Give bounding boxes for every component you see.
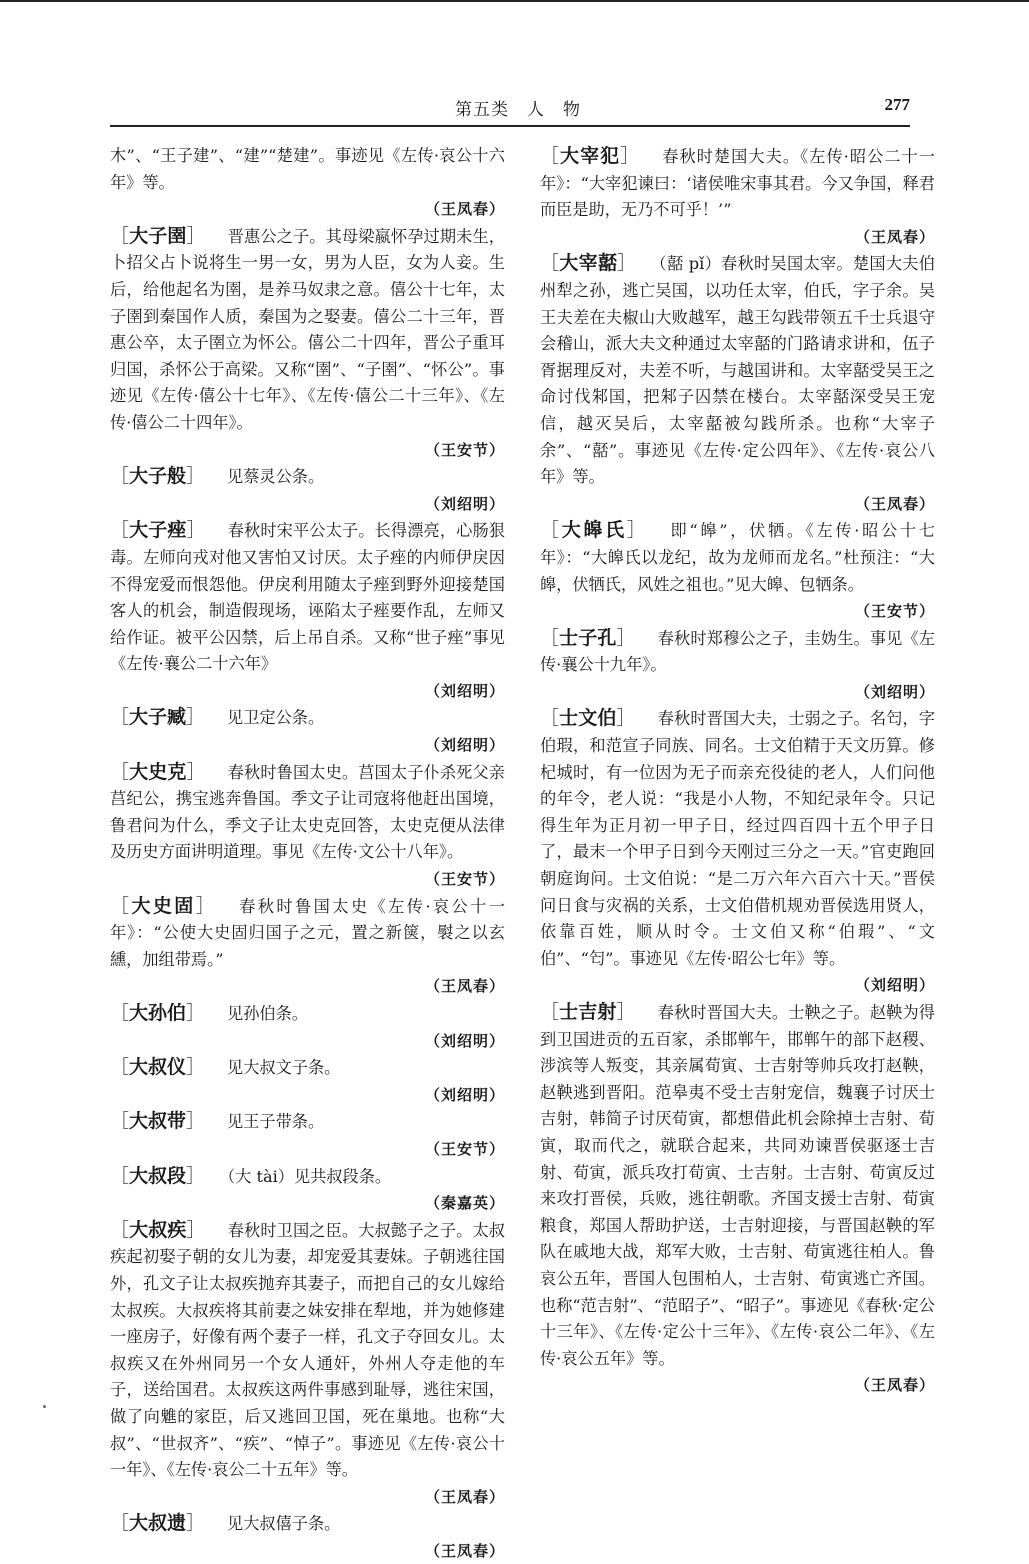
entry-text: 即“皞”，伏牺。《左传·昭公十七年》：“大皞氏以龙纪，故为龙师而龙名。”杜预注：“大皞，伏牺氏，风姓之祖也。”见大皞、包牺条。 — [540, 521, 935, 594]
dictionary-entry — [110, 759, 505, 893]
dictionary-entry — [110, 1054, 505, 1108]
entry-author: （刘绍明） — [854, 976, 935, 995]
entry-headword: ［士子孔］ — [540, 626, 636, 649]
dictionary-entry — [540, 250, 935, 517]
entry-author: （王安节） — [424, 440, 505, 459]
entry-author: （王凤春） — [854, 1376, 935, 1395]
entry-headword: ［大叔带］ — [110, 1110, 206, 1133]
entry-text: 木”、“王子建”、“建”“楚建”。事迹见《左传·哀公十六年》等。 — [110, 146, 505, 192]
dictionary-entry — [110, 143, 505, 223]
entry-author: （王安节） — [854, 602, 935, 621]
dictionary-entry — [110, 223, 505, 463]
entry-headword: ［大子般］ — [110, 465, 206, 488]
entry-text: （嚭 pǐ）春秋时吴国太宰。楚国大夫伯州犁之孙，逃亡吴国，以功任太宰，伯氏，字子余。吴王夫差在夫椒山大败越军，越王勾践带领五千士兵退守会稽山，派大夫文种通过太宰嚭的门路请求讲和，伍子胥据理反对，夫差不听，与越国讲和。太宰嚭受吴王之命讨伐邾国，把邾子囚禁在楼台。太宰嚭深受吴王宠信，越灭吴后，太宰嚭被勾践所杀。也称“大宰子余”、“嚭”。事迹见《左传·定公四年》、《左传·哀公八年》等。 — [540, 254, 935, 487]
dictionary-entry — [110, 463, 505, 517]
dictionary-entry — [110, 1510, 505, 1564]
entry-author: （王凤春） — [424, 200, 505, 219]
dictionary-entry — [110, 1000, 505, 1054]
entry-author: （刘绍明） — [424, 736, 505, 755]
entry-author: （王凤春） — [854, 227, 935, 246]
entry-headword: ［士文伯］ — [540, 707, 636, 730]
dictionary-entry — [540, 705, 935, 999]
entry-headword: ［大叔遗］ — [110, 1512, 206, 1535]
section-title: 第五类 人 物 — [455, 100, 581, 120]
entry-headword: ［大孙伯］ — [110, 1002, 206, 1024]
entry-text: 见孙伯条。 — [227, 1004, 308, 1023]
entry-text: 春秋时卫国之臣。大叔懿子之子。太叔疾起初娶子朝的女儿为妻，却宠爱其妻妹。子朝逃往国外，孔文子让太叔疾抛弃其妻子，而把自己的女儿嫁给太叔疾。大叔疾将其前妻之妹安排在犁地，并为她修建一座房子，好像有两个妻子一样，孔文子夺回女儿。太叔疾又在外州同另一个女人通奸，外州人夺走他的车子，送给国君。太叔疾这两件事感到耻辱，逃往宋国，做了向魋的家臣，后又逃回卫国，死在巢地。也称“大叔”、“世叔齐”、“疾”、“悼子”。事迹见《左传·哀公十一年》、《左传·哀公二十五年》等。 — [110, 1220, 505, 1480]
entry-text: 见卫定公条。 — [227, 708, 325, 728]
entry-text: 春秋时晋国大夫。士鞅之子。赵鞅为得到卫国进贡的五百家，杀邯郸午，邯郸午的部下赵稷、涉滨等人叛变，其亲属荀寅、士吉射等帅兵攻打赵鞅，赵鞅逃到晋阳。范皋夷不受士吉射宠信，魏襄子讨厌士吉射，韩简子讨厌荀寅，都想借此机会除掉士吉射、荀寅，取而代之，就联合起来，共同劝谏晋侯驱逐士吉射、荀寅，派兵攻打荀寅、士吉射。士吉射、荀寅反过来攻打晋侯，兵败，逃往朝歌。齐国支援士吉射、荀寅粮食，郑国人帮助护送，士吉射迎接，与晋国赵鞅的军队在戚地大战，郑军大败，士吉射、荀寅逃往柏人。鲁哀公五年，晋国人包围柏人，士吉射、荀寅逃亡齐国。也称“范吉射”、“范昭子”、“昭子”。事迹见《春秋·定公十三年》、《左传·定公十三年》、《左传·哀公二年》、《左传·哀公五年》等。 — [540, 1003, 935, 1368]
entry-headword: ［士吉射］ — [540, 1001, 636, 1023]
page-number: 277 — [884, 95, 910, 114]
running-header — [110, 95, 910, 125]
entry-text: 见蔡灵公条。 — [227, 467, 325, 487]
dictionary-entry — [110, 517, 505, 704]
entry-author: （刘绍明） — [424, 1085, 505, 1104]
entry-author: （刘绍明） — [854, 682, 935, 701]
entry-headword: ［大皞氏］ — [540, 519, 649, 542]
entry-author: （刘绍明） — [424, 681, 505, 700]
dictionary-entry — [110, 1163, 505, 1217]
entry-text: 春秋时郑穆公之子，圭妫生。事见《左传·襄公十九年》。 — [540, 628, 935, 675]
left-column — [110, 143, 505, 1564]
entry-headword: ［大子臧］ — [110, 706, 206, 729]
right-column — [540, 143, 935, 1399]
entry-text: （大 tài）见共叔段条。 — [227, 1166, 392, 1186]
dictionary-entry — [110, 893, 505, 1000]
entry-headword: ［大宰嚭］ — [540, 252, 637, 275]
dictionary-entry — [110, 1217, 505, 1511]
entry-author: （刘绍明） — [424, 494, 505, 513]
entry-headword: ［大子痤］ — [110, 519, 206, 542]
header-rule — [110, 125, 910, 127]
dictionary-entry — [540, 625, 935, 706]
entry-headword: ［大叔疾］ — [110, 1218, 206, 1241]
entry-author: （王凤春） — [424, 1541, 505, 1560]
entry-text: 春秋时楚国大夫。《左传·昭公二十一年》：“大宰犯谏曰：‘诸侯唯宋事其君。今又争国，释君而臣是助，无乃不可乎！’” — [540, 147, 935, 220]
scan-speck — [43, 1405, 46, 1408]
entry-headword: ［大叔仪］ — [110, 1056, 206, 1079]
dictionary-entry — [540, 999, 935, 1399]
entry-text: 春秋时晋国大夫，士弱之子。名匄，字伯瑕，和范宣子同族、同名。士文伯精于天文历算。修杞城时，有一位因为无子而亲充役徒的老人，人们问他的年令，老人说：“我是小人物，不知纪录年令。只记得生年为正月初一甲子日，经过四百四十五个甲子日了，最末一个甲子日到今天刚过三分之一天。”官吏跑回朝庭询问。士文伯说：“是二万六年六百六十天。”晋侯问日食与灾祸的关系，士文伯借机规劝晋侯选用贤人，依靠百姓，顺从时令。士文伯又称“伯瑕”、“文伯”、“匄”。事迹见《左传·昭公七年》等。 — [540, 709, 935, 968]
entry-headword: ［大史固］ — [110, 894, 218, 917]
dictionary-entry — [110, 704, 505, 758]
entry-author: （王凤春） — [424, 1487, 505, 1506]
entry-text: 见王子带条。 — [227, 1112, 325, 1132]
dictionary-entry — [540, 143, 935, 250]
entry-headword: ［大子圉］ — [110, 224, 206, 247]
entry-headword: ［大叔段］ — [110, 1164, 206, 1187]
entry-text: 见大叔僖子条。 — [227, 1514, 341, 1534]
scan-top-edge — [0, 0, 1029, 2]
entry-headword: ［大宰犯］ — [540, 145, 641, 167]
entry-author: （王安节） — [424, 870, 505, 889]
entry-author: （刘绍明） — [424, 1031, 505, 1050]
entry-author: （王凤春） — [424, 977, 505, 996]
dictionary-entry — [540, 517, 935, 624]
entry-text: 春秋时鲁国太史。莒国太子仆杀死父亲莒纪公，携宝逃奔鲁国。季文子让司寇将他赶出国境，鲁君问为什么，季文子让太史克回答，太史克便从法律及历史方面讲明道理。事见《左传·文公十八年》。 — [110, 762, 505, 862]
entry-text: 春秋时鲁国太史《左传·哀公十一年》：“公使大史固归国子之元，置之新箧，褽之以玄纁，加组带焉。” — [110, 896, 505, 969]
entry-author: （王安节） — [424, 1139, 505, 1158]
dictionary-entry — [110, 1108, 505, 1162]
entry-author: （秦嘉英） — [424, 1194, 505, 1213]
entry-text: 见大叔文子条。 — [227, 1058, 341, 1078]
entry-text: 晋惠公之子。其母梁嬴怀孕过期未生，卜招父占卜说将生一男一女，男为人臣，女为人妾。生后，给他起名为圉，是养马奴隶之意。僖公十七年，太子圉到秦国作人质，秦国为之娶妻。僖公二十三年，晋惠公卒，太子圉立为怀公。僖公二十四年，晋公子重耳归国，杀怀公于高梁。又称“圉”、“子圉”、“怀公”。事迹见《左传·僖公十七年》、《左传·僖公二十三年》、《左传·僖公二十四年》。 — [110, 226, 505, 432]
entry-headword: ［大史克］ — [110, 760, 206, 783]
entry-text: 春秋时宋平公太子。长得漂亮，心肠狠毒。左师向戎对他又害怕又讨厌。太子痤的内师伊戾因不得宠爱而恨怨他。伊戾利用随太子痤到野外迎接楚国客人的机会，制造假现场，诬陷太子痤要作乱，左师又给作证。被平公囚禁，后上吊自杀。又称“世子痤”事见《左传·襄公二十六年》 — [110, 521, 505, 674]
entry-author: （王凤春） — [854, 494, 935, 513]
